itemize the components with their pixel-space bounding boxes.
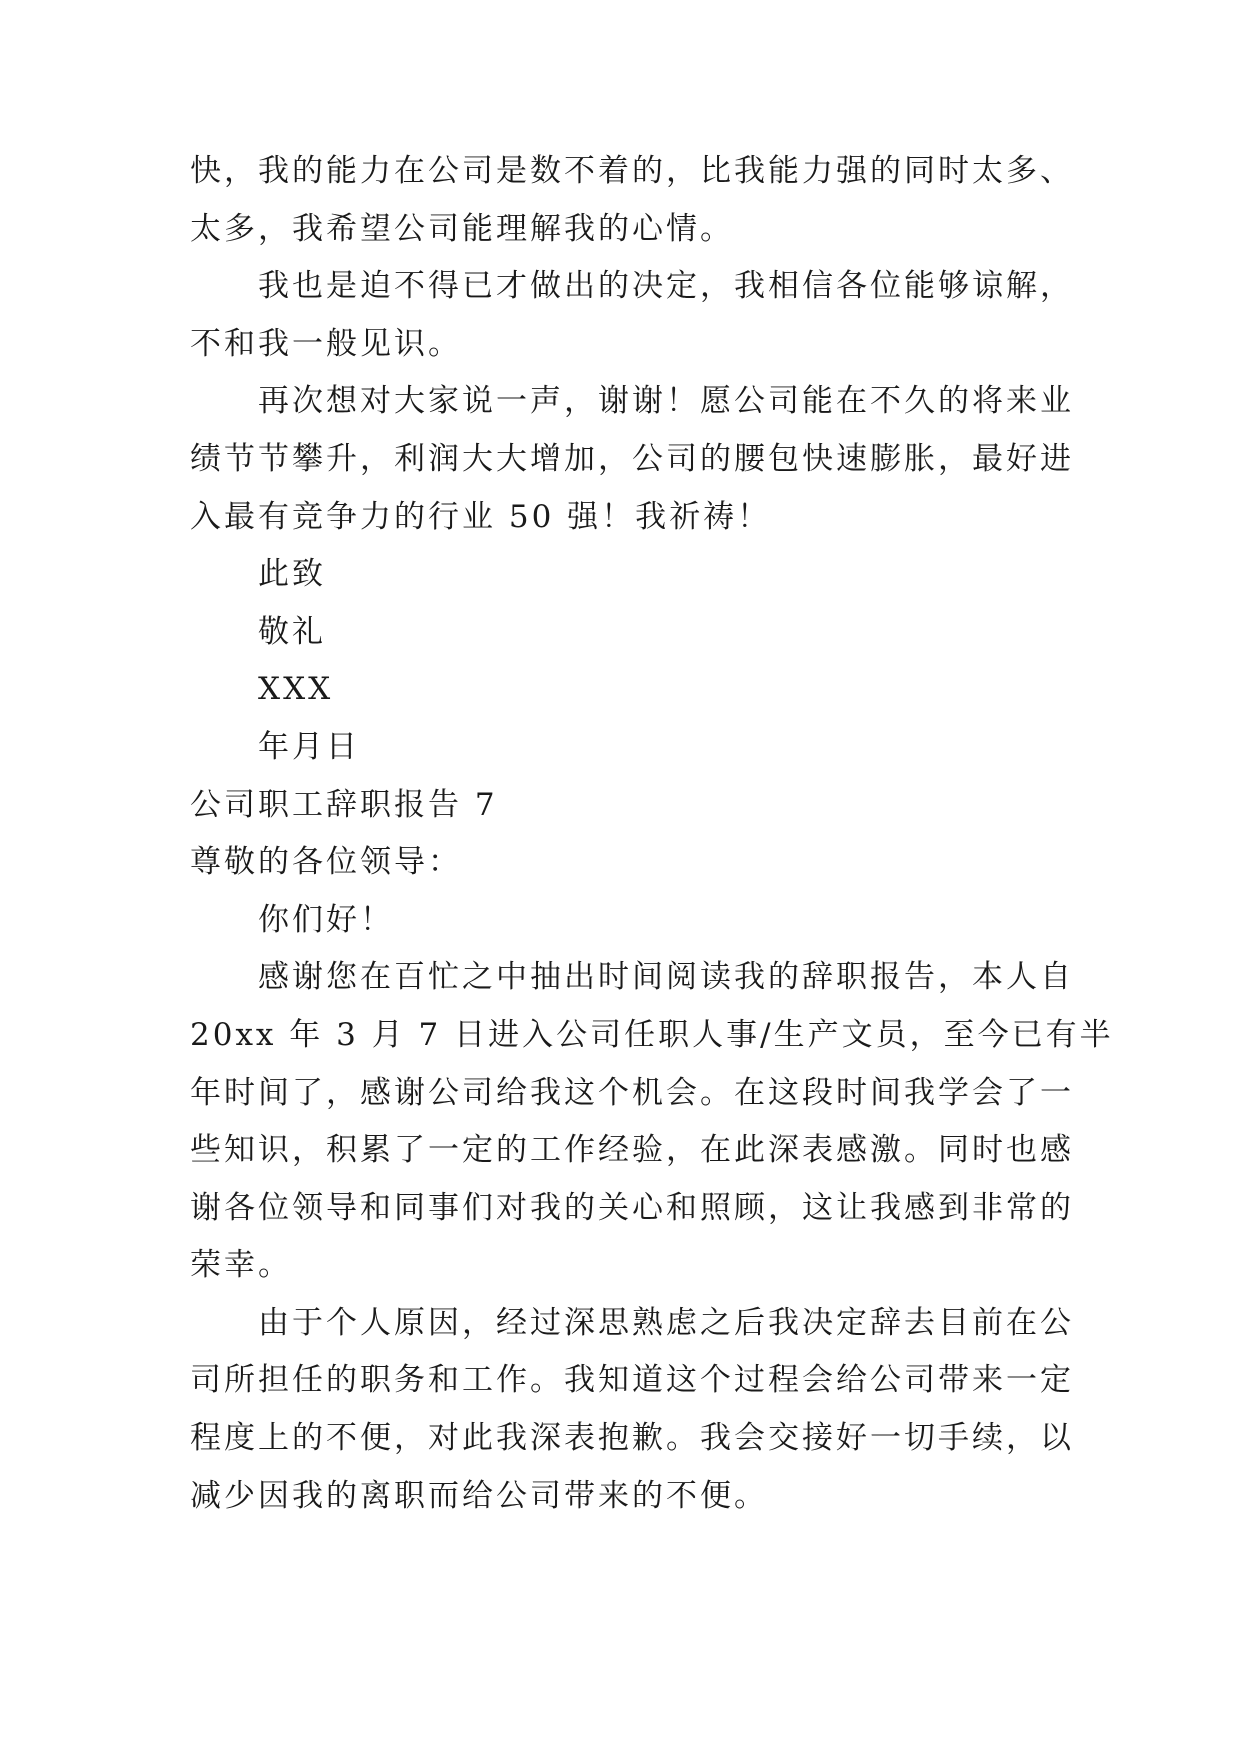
text-line: 司所担任的职务和工作。我知道这个过程会给公司带来一定 [190,1362,1074,1399]
text-line: XXX [258,671,334,708]
text-line: 你们好！ [258,901,394,938]
text-line: 绩节节攀升，利润大大增加，公司的腰包快速膨胀，最好进 [190,440,1074,477]
text-line: 程度上的不便，对此我深表抱歉。我会交接好一切手续，以 [190,1420,1074,1457]
text-line: 敬礼 [258,613,326,650]
text-line: 荣幸。 [190,1247,292,1284]
text-line: 公司职工辞职报告 7 [190,786,498,823]
text-line: 再次想对大家说一声，谢谢！愿公司能在不久的将来业 [258,383,1074,420]
text-line: 些知识，积累了一定的工作经验，在此深表感激。同时也感 [190,1132,1074,1169]
text-line: 此致 [258,556,326,593]
document-body [190,143,1114,1525]
text-line: 快，我的能力在公司是数不着的，比我能力强的同时太多、 [190,153,1074,189]
text-line: 谢各位领导和同事们对我的关心和照顾，这让我感到非常的 [190,1189,1074,1226]
text-line: 感谢您在百忙之中抽出时间阅读我的辞职报告，本人自 [258,959,1074,996]
text-line: 减少因我的离职而给公司带来的不便。 [190,1477,768,1514]
text-line: 由于个人原因，经过深思熟虑之后我决定辞去目前在公 [258,1304,1074,1341]
text-line: 入最有竞争力的行业 50 强！我祈祷！ [190,498,772,535]
text-line: 不和我一般见识。 [190,325,462,362]
text-line: 20xx 年 3 月 7 日进入公司任职人事/生产文员，至今已有半 [190,1016,1114,1053]
text-line: 尊敬的各位领导： [190,844,462,881]
text-line: 我也是迫不得已才做出的决定，我相信各位能够谅解， [258,268,1074,305]
text-line: 年月日 [258,728,360,765]
text-line: 太多，我希望公司能理解我的心情。 [190,210,734,247]
text-line: 年时间了，感谢公司给我这个机会。在这段时间我学会了一 [190,1074,1074,1111]
